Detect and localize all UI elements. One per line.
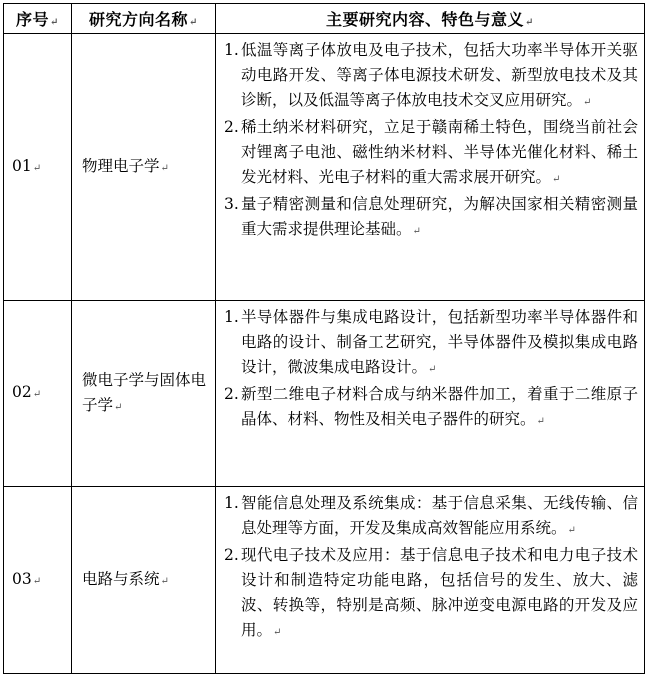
table-row bbox=[4, 487, 645, 674]
list-item: 2. 现代电子技术及应用：基于信息电子技术和电力电子技术设计和制造特定功能电路，包括信号的发生、放大、滤波、转换等，特别是高频、脉冲逆变电源电路的开发及应用。↵ bbox=[224, 546, 638, 639]
table-row bbox=[4, 301, 645, 487]
research-directions-table bbox=[3, 3, 645, 674]
list-item: 2. 稀土纳米材料研究，立足于赣南稀土特色，围绕当前社会对锂离子电池、磁性纳米材料、半导体光催化材料、稀土发光材料、光电子材料的重大需求展开研究。↵ bbox=[224, 118, 638, 186]
list-item: 3. 量子精密测量和信息处理研究，为解决国家相关精密测量重大需求提供理论基础。↵ bbox=[224, 195, 638, 238]
row-index: 03↵ bbox=[4, 487, 72, 674]
row-direction: 电路与系统↵ bbox=[72, 487, 216, 674]
row-direction: 微电子学与固体电子学↵ bbox=[72, 301, 216, 487]
row-content bbox=[216, 487, 645, 674]
header-content: 主要研究内容、特色与意义↵ bbox=[216, 4, 645, 34]
header-index: 序号↵ bbox=[4, 4, 72, 34]
header-row bbox=[4, 4, 645, 34]
row-direction: 物理电子学↵ bbox=[72, 34, 216, 301]
row-content bbox=[216, 301, 645, 487]
row-index: 01↵ bbox=[4, 34, 72, 301]
header-direction: 研究方向名称↵ bbox=[72, 4, 216, 34]
table-row bbox=[4, 34, 645, 301]
list-item: 1. 半导体器件与集成电路设计，包括新型功率半导体器件和电路的设计、制备工艺研究，半导体器件及模拟集成电路设计，微波集成电路设计。↵ bbox=[224, 308, 638, 376]
list-item: 2. 新型二维电子材料合成与纳米器件加工，着重于二维原子晶体、材料、物性及相关电子器件的研究。↵ bbox=[224, 385, 638, 428]
row-content bbox=[216, 34, 645, 301]
list-item: 1. 低温等离子体放电及电子技术，包括大功率半导体开关驱动电路开发、等离子体电源技术研发、新型放电技术及其诊断，以及低温等离子体放电技术交叉应用研究。↵ bbox=[224, 41, 638, 109]
list-item: 1. 智能信息处理及系统集成：基于信息采集、无线传输、信息处理等方面，开发及集成高效智能应用系统。↵ bbox=[224, 494, 638, 537]
row-index: 02↵ bbox=[4, 301, 72, 487]
